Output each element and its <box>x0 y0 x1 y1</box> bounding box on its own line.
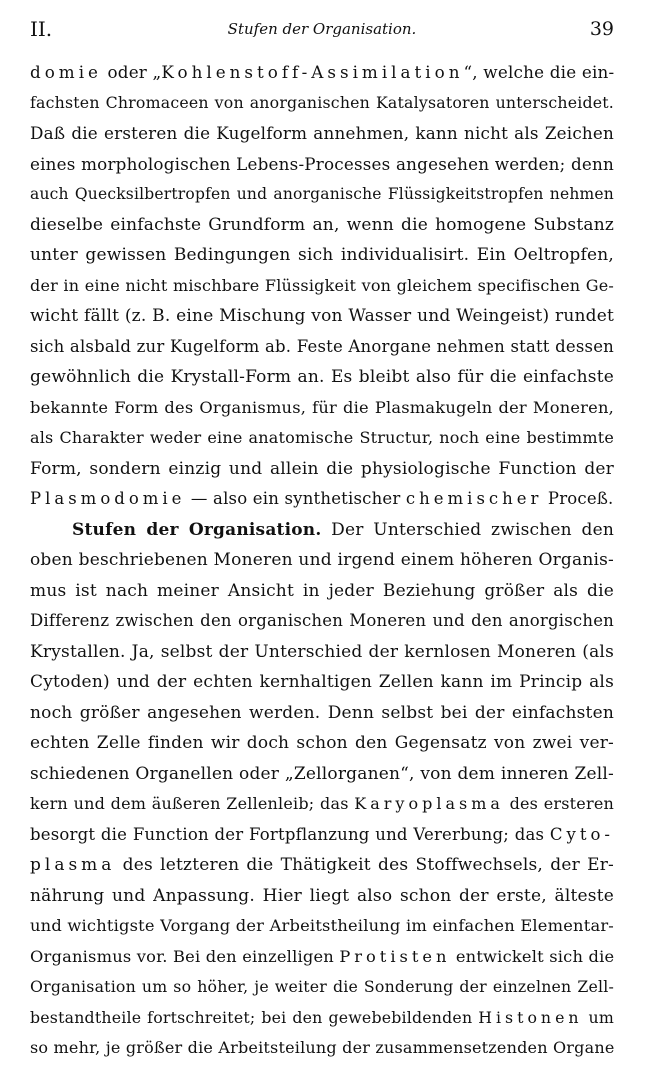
text-run: Differenz zwischen den organischen Moneren und den anorgischen <box>30 611 614 630</box>
emphasized-term: Kohlenstoff-Assimilation <box>161 62 464 82</box>
emphasized-term: Protisten <box>339 946 451 966</box>
text-run: Krystallen. Ja, selbst der Unterschied der kernlosen Moneren (als <box>30 641 614 662</box>
text-line <box>30 1003 614 1034</box>
text-line <box>30 179 614 210</box>
text-line <box>30 759 614 790</box>
text-run: besorgt die Function der Fortpflanzung und Vererbung; das <box>30 824 550 844</box>
section-heading: Stufen der Organisation. <box>72 519 322 540</box>
text-run: Der Unterschied zwischen den <box>321 519 614 540</box>
text-line <box>30 911 614 942</box>
text-run: entwickelt sich die <box>450 946 615 966</box>
text-line <box>30 515 614 546</box>
text-run: Cytoden) und der echten kernhaltigen Zellen kann im Princip als <box>30 672 614 692</box>
text-line <box>30 362 614 393</box>
text-line <box>30 57 614 88</box>
running-title: Stufen der Organisation. <box>227 20 417 38</box>
text-run: noch größer angesehen werden. Denn selbst bei der einfachsten <box>30 702 614 723</box>
text-line <box>30 454 614 485</box>
text-line <box>30 210 614 241</box>
text-line <box>30 820 614 851</box>
text-run: fachsten Chromaceen von anorganischen Katalysatoren unterscheidet. <box>30 92 614 112</box>
text-run: kern und dem äußeren Zellenleib; das <box>30 794 355 813</box>
text-line <box>30 606 614 637</box>
text-line <box>30 576 614 607</box>
emphasized-term: plasma <box>30 855 116 875</box>
body-text <box>30 57 614 1064</box>
text-line <box>30 423 614 454</box>
text-line <box>30 149 614 180</box>
text-run: schiedenen Organellen oder „Zellorganen“, von dem inneren Zell- <box>30 763 614 784</box>
running-head <box>30 14 614 44</box>
text-line <box>30 942 614 973</box>
text-line <box>30 118 614 149</box>
text-run: so mehr, je größer die Arbeitsteilung der zusammensetzenden Organe <box>30 1038 615 1057</box>
text-run: um <box>582 1007 614 1027</box>
text-run: Daß die ersteren die Kugelform annehmen, kann nicht als Zeichen <box>30 123 614 143</box>
text-run: und wichtigste Vorgang der Arbeitstheilung im einfachen Elementar- <box>30 916 614 935</box>
text-line <box>30 271 614 302</box>
emphasized-term: Histonen <box>478 1007 583 1027</box>
text-run: Proceß. <box>542 489 614 508</box>
text-run: der in eine nicht mischbare Flüssigkeit von gleichem specifischen Ge- <box>30 275 614 295</box>
emphasized-term: Cyto- <box>549 824 614 844</box>
text-run: gewöhnlich die Krystall-Form an. Es bleibt also für die einfachste <box>30 367 614 387</box>
text-run: unter gewissen Bedingungen sich individualisirt. Ein Oeltropfen, <box>30 245 614 265</box>
text-line <box>30 332 614 363</box>
text-run: mus ist nach meiner Ansicht in jeder Beziehung größer als die <box>30 580 614 601</box>
emphasized-term: domie <box>30 62 102 82</box>
text-run: auch Quecksilbertropfen und anorganische Flüssigkeitstropfen nehmen <box>30 185 614 203</box>
text-line <box>30 545 614 576</box>
text-run: als Charakter weder eine anatomische Structur, noch eine bestimmte <box>30 428 614 447</box>
text-line <box>30 789 614 820</box>
text-run: oder „ <box>101 62 162 82</box>
text-run: Form, sondern einzig und allein die physiologische Function der <box>30 458 614 479</box>
text-line <box>30 484 614 515</box>
chapter-number: II. <box>30 17 53 41</box>
text-line <box>30 728 614 759</box>
text-line <box>30 240 614 271</box>
text-run: “, welche die ein- <box>463 62 615 82</box>
text-run: oben beschriebenen Moneren und irgend einem höheren Organis- <box>30 550 614 570</box>
emphasized-term: Karyoplasma <box>354 794 504 813</box>
text-run: wicht fällt (z. B. eine Mischung von Wasser und Weingeist) rundet <box>30 306 614 326</box>
text-line <box>30 972 614 1003</box>
text-run: nährung und Anpassung. Hier liegt also schon der erste, älteste <box>30 885 614 906</box>
text-run: des ersteren <box>503 794 614 813</box>
text-line <box>30 850 614 881</box>
text-run: dieselbe einfachste Grundform an, wenn die homogene Substanz <box>30 214 614 235</box>
text-run: Organismus vor. Bei den einzelligen <box>30 946 340 966</box>
emphasized-term: Plasmodomie <box>30 489 186 508</box>
emphasized-term: chemischer <box>405 489 543 508</box>
book-page <box>30 14 614 1064</box>
text-run: sich alsbald zur Kugelform ab. Feste Anorgane nehmen statt dessen <box>30 336 614 356</box>
text-line <box>30 1033 614 1064</box>
text-line <box>30 667 614 698</box>
page-number: 39 <box>589 18 614 40</box>
text-run: Organisation um so höher, je weiter die Sonderung der einzelnen Zell- <box>30 977 614 996</box>
text-line <box>30 637 614 668</box>
text-line <box>30 393 614 424</box>
text-line <box>30 881 614 912</box>
text-run: — also ein synthetischer <box>185 489 406 508</box>
text-line <box>30 301 614 332</box>
text-run: echten Zelle finden wir doch schon den Gegensatz von zwei ver- <box>30 733 614 753</box>
text-run: eines morphologischen Lebens-Processes angesehen werden; denn <box>30 153 614 174</box>
text-run: bestandtheile fortschreitet; bei den gewebebildenden <box>30 1007 479 1027</box>
text-run: bekannte Form des Organismus, für die Plasmakugeln der Moneren, <box>30 397 614 417</box>
text-line <box>30 88 614 119</box>
text-line <box>30 698 614 729</box>
text-run: des letzteren die Thätigkeit des Stoffwechsels, der Er- <box>115 855 614 875</box>
